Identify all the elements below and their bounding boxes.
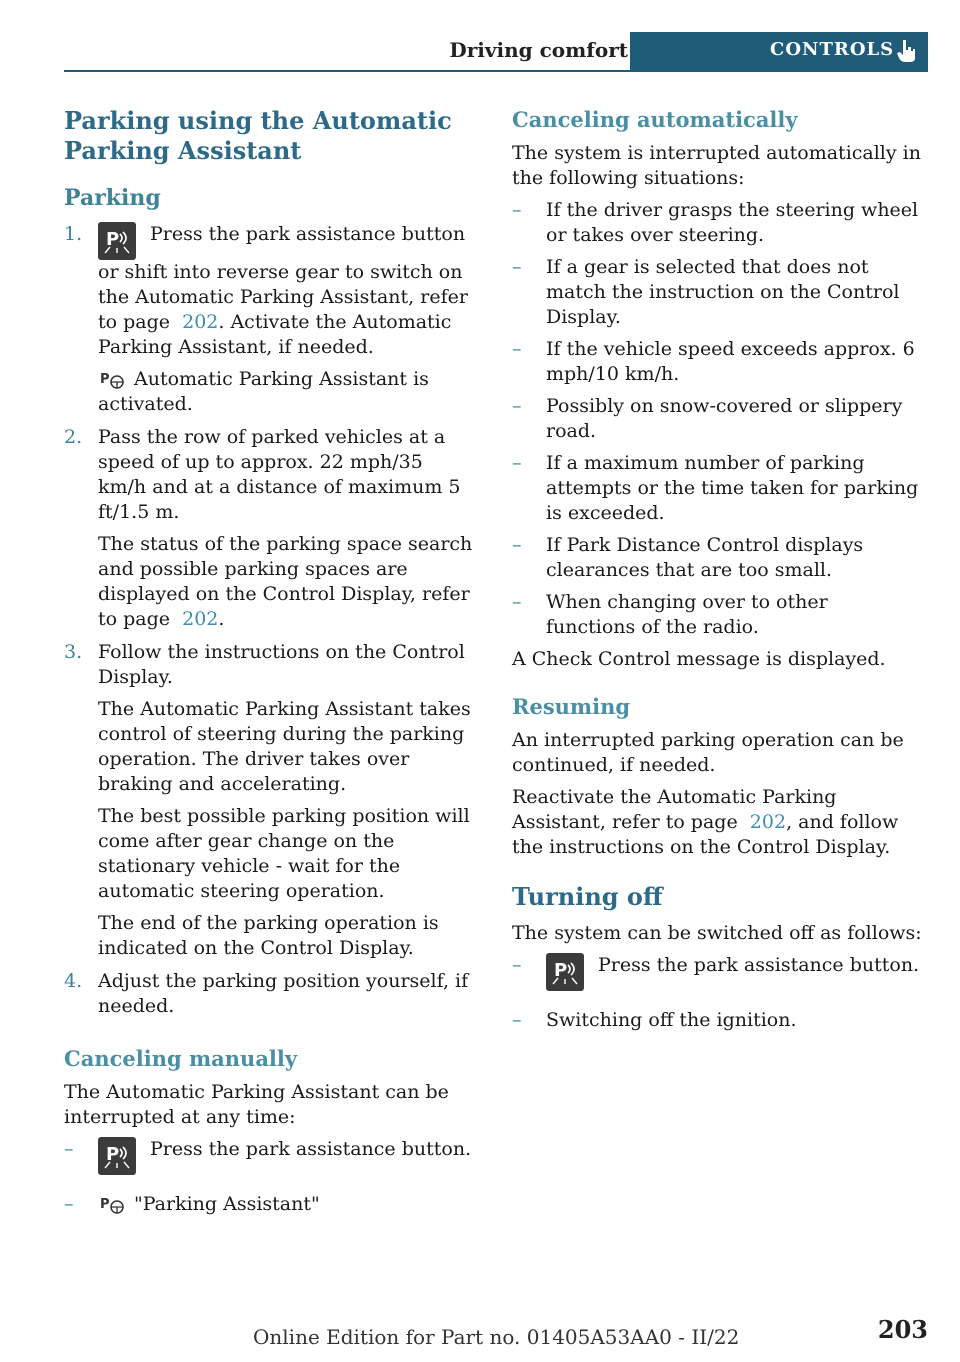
parking-heading: Parking — [64, 185, 161, 211]
parking-assistant-icon — [98, 1194, 128, 1216]
page-footer — [0, 1315, 960, 1355]
step-1 — [64, 222, 476, 417]
park-assistance-button-icon — [546, 953, 584, 991]
park-assistance-button-icon — [98, 1137, 136, 1175]
page-link[interactable]: 202 — [749, 811, 787, 833]
edition-text: Online Edition for Part no. 01405A53AA0 - II/22 — [253, 1325, 740, 1349]
step-text: P Automatic Parking Assistant is activated. — [98, 368, 429, 415]
park-assistance-button-icon — [98, 222, 136, 260]
turning-off-text: The system can be switched off as follows: — [512, 922, 922, 944]
hand-pointer-icon — [896, 39, 916, 63]
page-header — [64, 32, 928, 70]
canceling-manually-heading: Canceling manually — [64, 1046, 298, 1071]
step-text: Adjust the parking position yourself, if needed. — [98, 970, 469, 1017]
step-number: 2. — [64, 426, 83, 448]
step-number: 1. — [64, 223, 83, 245]
check-control-text: A Check Control message is displayed. — [512, 648, 886, 670]
step-text: The end of the parking operation is indicated on the Control Display. — [98, 912, 439, 959]
list-item: – When changing over to other functions of the radio. — [512, 591, 828, 638]
list-item: – If a gear is selected that does not match the instruction on the Control Display. — [512, 256, 900, 328]
step-4 — [64, 969, 476, 1019]
right-column — [512, 106, 922, 1040]
list-item: – P Press the park assistance button. — [64, 1137, 476, 1175]
resuming-text: Reactivate the Automatic Parking Assistant, refer to page 202, and follow the instructions on the Control Display. — [512, 786, 899, 858]
step-number: 4. — [64, 970, 83, 992]
chapter-tab — [630, 32, 928, 70]
canceling-automatically-heading: Canceling automatically — [512, 107, 798, 132]
list-item: – Switching off the ignition. — [512, 1009, 797, 1031]
main-title: Parking using the Automatic Parking Assistant — [64, 106, 452, 165]
header-rule — [64, 70, 928, 72]
page-number: 203 — [877, 1315, 928, 1344]
canceling-automatically-text: The system is interrupted automatically in the following situations: — [512, 142, 921, 189]
turning-off-heading: Turning off — [512, 882, 663, 911]
list-item: – If Park Distance Control displays clearances that are too small. — [512, 534, 864, 581]
svg-text:P: P — [106, 229, 120, 250]
step-text: The status of the parking space search and possible parking spaces are displayed on the Control Display, refer to page 202. — [98, 533, 473, 630]
list-item: – Possibly on snow-covered or slippery road. — [512, 395, 903, 442]
page-link[interactable]: 202 — [182, 608, 219, 630]
step-text: The best possible parking position will come after gear change on the stationary vehicle - wait for the automatic steering operation. — [98, 805, 470, 902]
parking-assistant-icon — [98, 369, 128, 391]
page-link[interactable]: 202 — [182, 311, 219, 333]
chapter-label: CONTROLS — [770, 39, 895, 60]
svg-text:P: P — [554, 960, 568, 981]
list-item: – P Press the park assistance button. — [512, 953, 922, 991]
resuming-heading: Resuming — [512, 694, 631, 719]
step-2 — [64, 425, 476, 632]
list-item: – If the driver grasps the steering wheel or takes over steering. — [512, 199, 919, 246]
step-text: P Press the park assistance button or shift into reverse gear to switch on the Automatic Parking Assistant, refer to page 202. Activate the Automatic Parking Assistant, if needed. — [98, 223, 468, 358]
step-3 — [64, 640, 476, 961]
step-number: 3. — [64, 641, 83, 663]
svg-text:P: P — [106, 1144, 120, 1165]
list-item: – If the vehicle speed exceeds approx. 6 mph/10 km/h. — [512, 338, 915, 385]
canceling-manually-text: The Automatic Parking Assistant can be interrupted at any time: — [64, 1081, 449, 1128]
step-text: The Automatic Parking Assistant takes control of steering during the parking operation. The driver takes over braking and accelerating. — [98, 698, 471, 795]
resuming-text: An interrupted parking operation can be continued, if needed. — [512, 729, 904, 776]
list-item: – If a maximum number of parking attempts or the time taken for parking is exceeded. — [512, 452, 919, 524]
svg-text:P: P — [100, 372, 110, 387]
svg-text:P: P — [100, 1197, 110, 1212]
left-column — [64, 106, 476, 1224]
step-text: Pass the row of parked vehicles at a speed of up to approx. 22 mph/35 km/h and at a distance of maximum 5 ft/1.5 m. — [98, 426, 461, 523]
list-item: – P "Parking Assistant" — [64, 1193, 320, 1215]
step-text: Follow the instructions on the Control Display. — [98, 641, 465, 688]
section-title: Driving comfort — [449, 38, 628, 62]
